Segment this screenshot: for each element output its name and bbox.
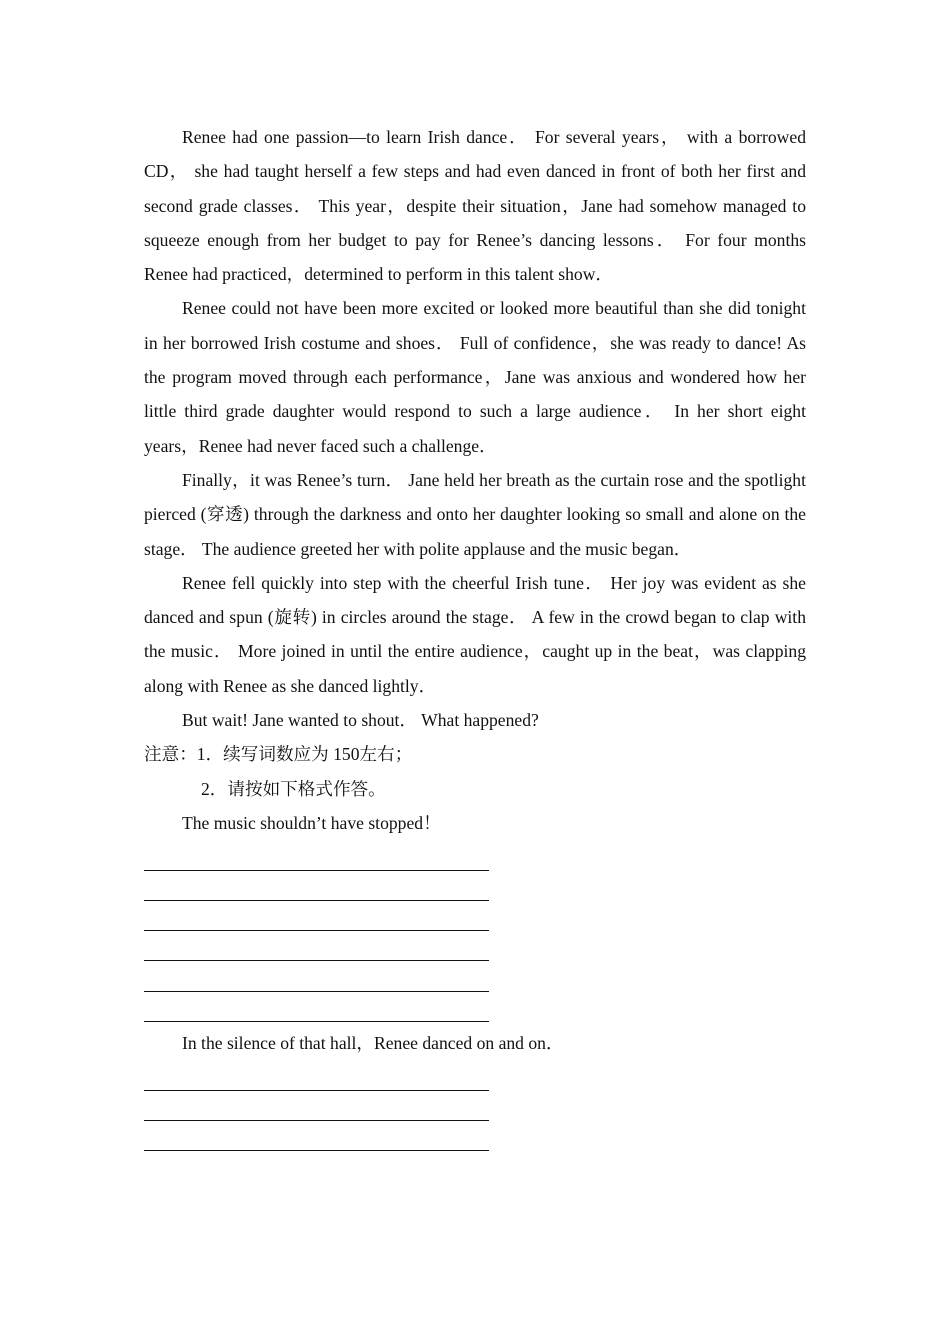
answer-line[interactable]	[144, 1091, 489, 1121]
answer-line[interactable]	[144, 840, 489, 870]
answer-line[interactable]	[144, 961, 489, 991]
answer-lines-section-1	[144, 840, 489, 1022]
answer-lines-section-2	[144, 1060, 489, 1151]
answer-line[interactable]	[144, 992, 489, 1022]
note-word-count: 注意：1．续写词数应为 150左右；	[144, 744, 413, 765]
note-format: 2．请按如下格式作答。	[201, 778, 386, 799]
answer-line[interactable]	[144, 931, 489, 961]
story-paragraph-5: But wait! Jane wanted to shout． What happened?	[182, 710, 539, 731]
answer-line[interactable]	[144, 871, 489, 901]
story-paragraph-1: Renee had one passion—to learn Irish dance． For several years， with a borrowed CD， she had taught herself a few steps and had even danced in front of both her first and second grade classes． This year，despite their situation，Jane had somehow managed to squeeze enough from her budget to pay for Renee’s dancing lessons． For four months Renee had practiced，determined to perform in this talent show．	[144, 127, 806, 285]
document-page	[144, 120, 806, 1151]
story-paragraph-3: Finally，it was Renee’s turn． Jane held her breath as the curtain rose and the spotlight pierced (穿透) through the darkness and onto her daughter looking so small and alone on the stage． The audience greeted her with polite applause and the music began．	[144, 469, 806, 559]
answer-line[interactable]	[144, 1060, 489, 1090]
continuation-prompt-1: The music shouldn’t have stopped！	[182, 812, 441, 833]
answer-line[interactable]	[144, 1121, 489, 1151]
story-paragraph-4: Renee fell quickly into step with the cheerful Irish tune． Her joy was evident as she danced and spun (旋转) in circles around the stage． A few in the crowd began to clap with the music． More joined in until the entire audience，caught up in the beat，was clapping along with Renee as she danced lightly．	[144, 572, 806, 696]
continuation-prompt-2: In the silence of that hall，Renee danced on and on．	[182, 1033, 564, 1054]
story-paragraph-2: Renee could not have been more excited or looked more beautiful than she did tonight in her borrowed Irish costume and shoes． Full of confidence，she was ready to dance! As the program moved through each performance，Jane was anxious and wondered how her little third grade daughter would respond to such a large audience． In her short eight years，Renee had never faced such a challenge．	[144, 298, 806, 456]
answer-line[interactable]	[144, 901, 489, 931]
